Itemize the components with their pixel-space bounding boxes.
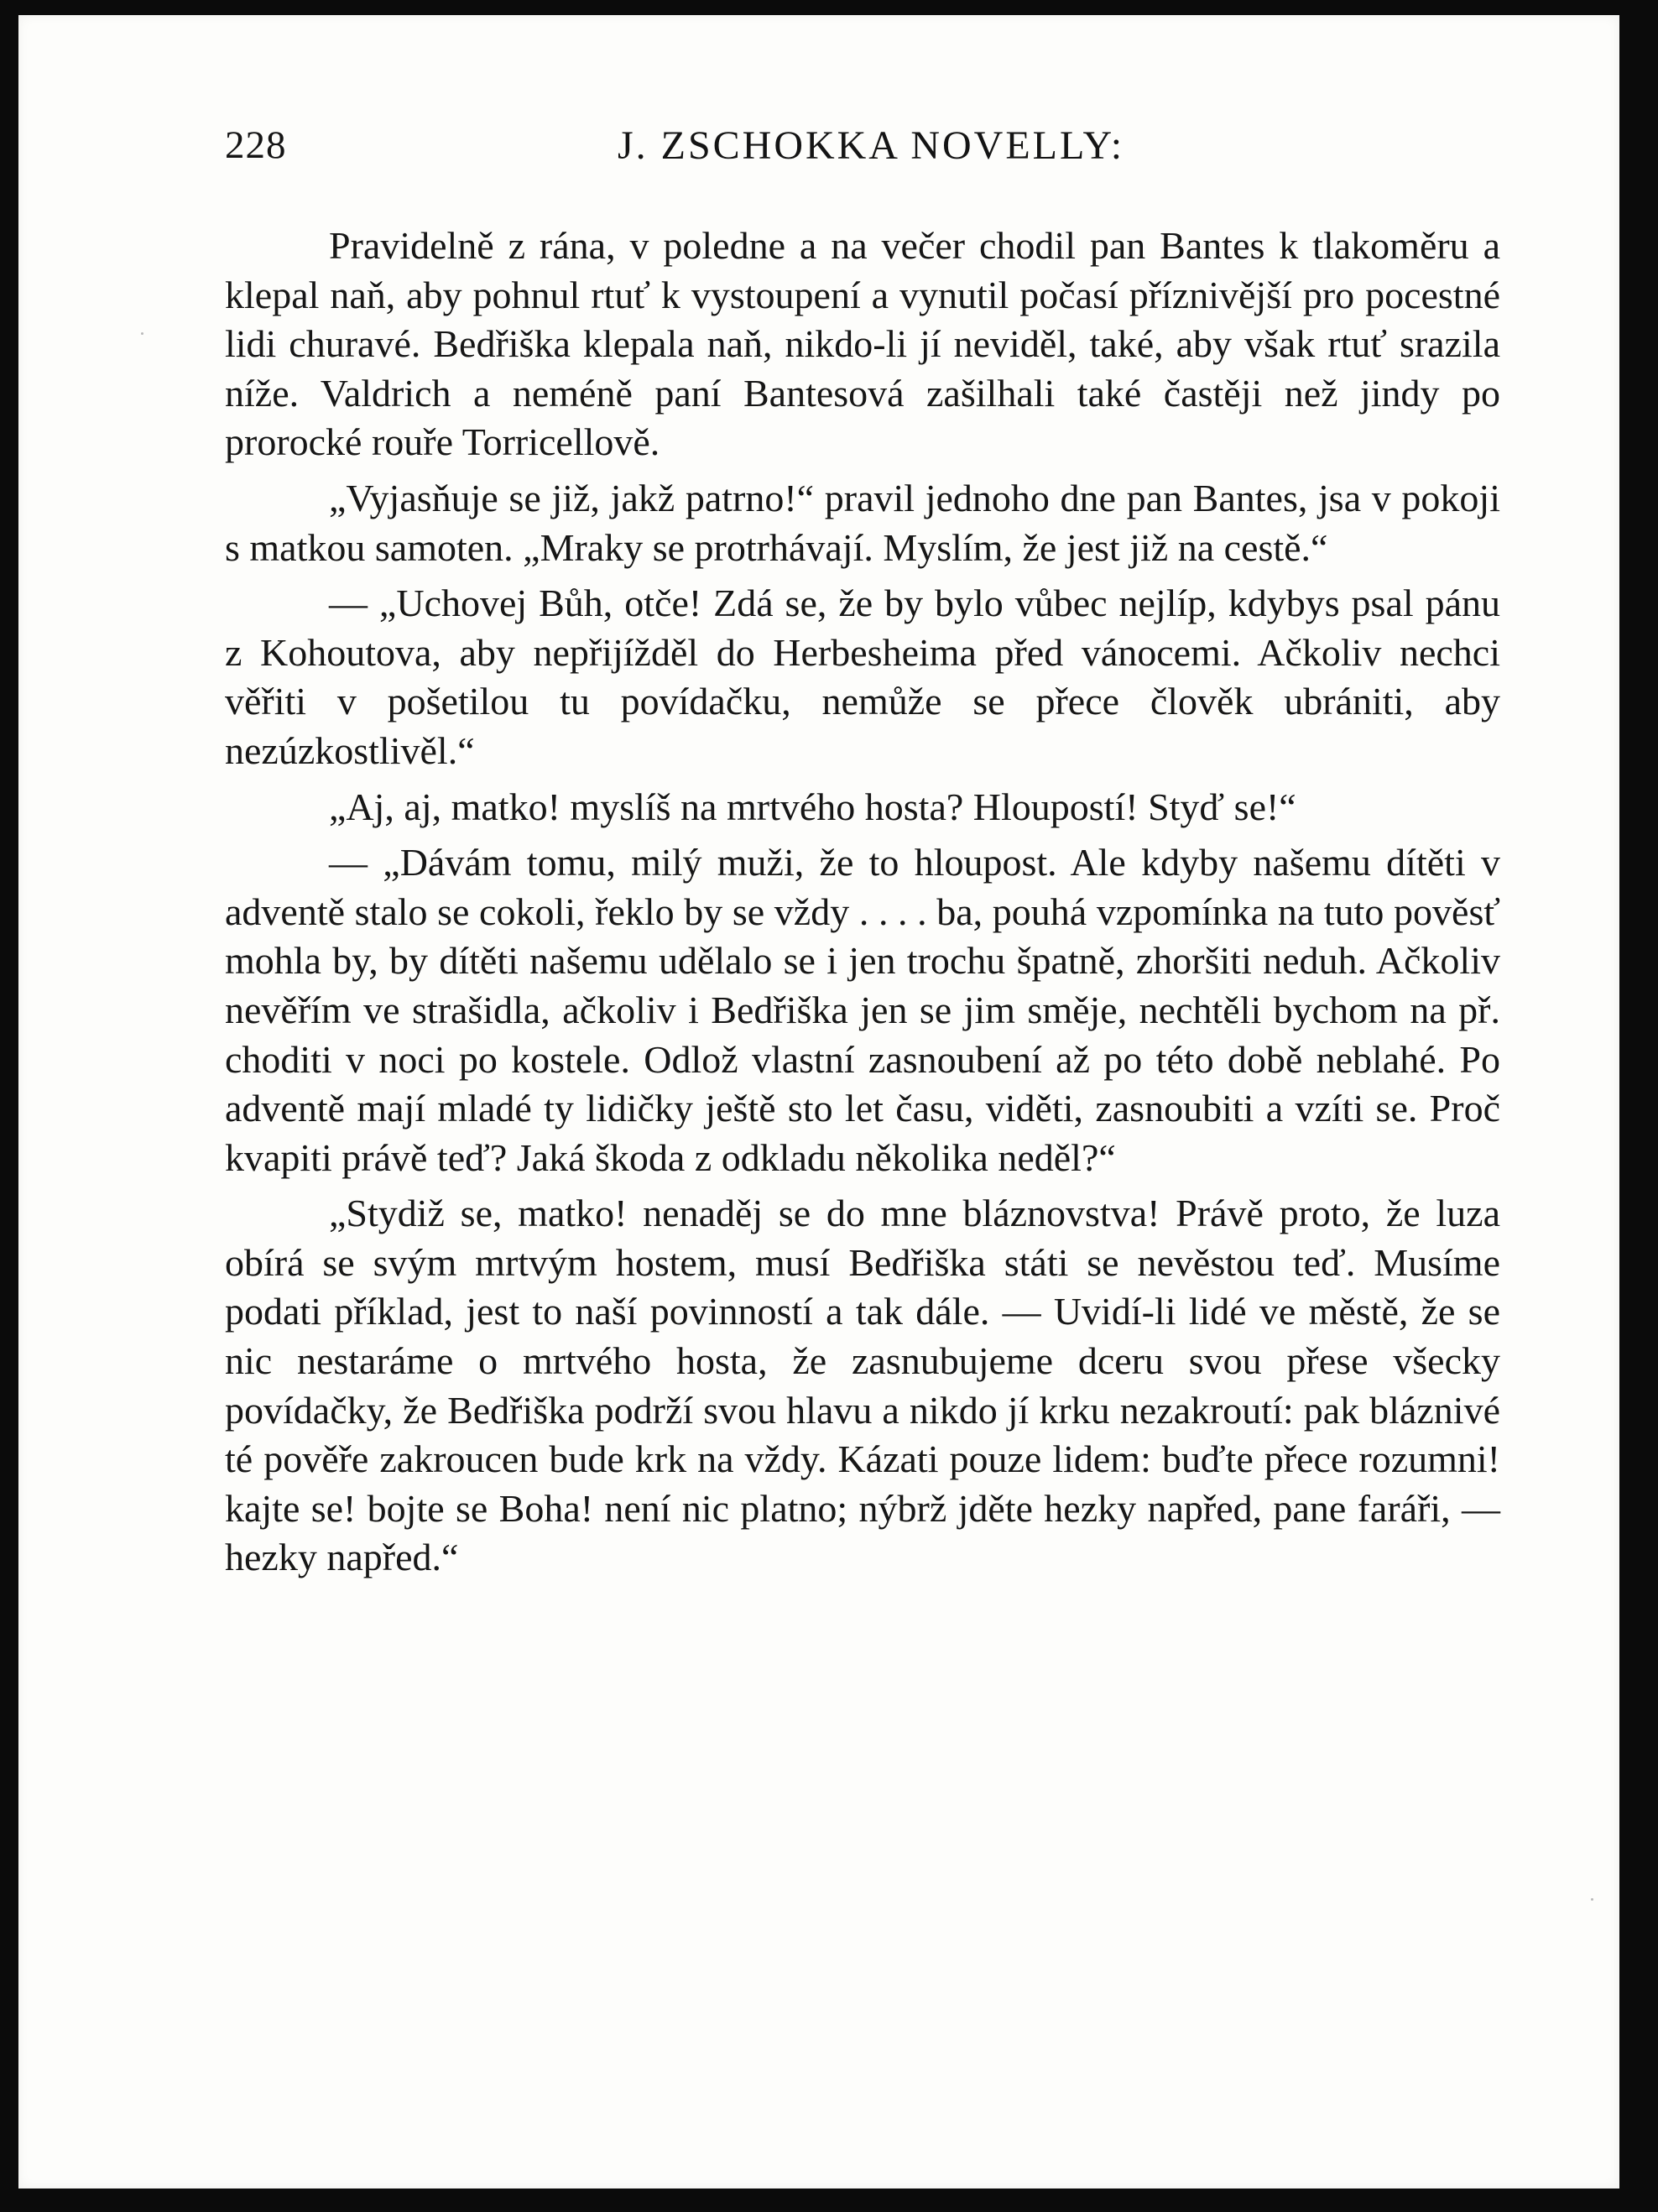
scan-border-top	[0, 0, 1658, 15]
scan-border-bottom	[0, 2189, 1658, 2212]
running-title: J. ZSCHOKKA NOVELLY:	[617, 123, 1125, 168]
paragraph-6: „Stydiž se, matko! nenaděj se do mne bláznovstva! Právě proto, že luza obírá se svým mrtvým hostem, musí Bedřiška státi se nevěstou teď. Musíme podati příklad, jest to naší povinností a tak dále. — Uvidí-li lidé ve městě, že se nic nestaráme o mrtvého hosta, že zasnubujeme dceru svou přese všecky povídačky, že Bedřiška podrží svou hlavu a nikdo jí krku nezakroutí: pak bláznivé té pověře zakroucen bude krk na vždy. Kázati pouze lidem: buďte přece rozumni! kajte se! bojte se Boha! není nic platno; nýbrž jděte hezky napřed, pane faráři, — hezky napřed.“	[225, 1192, 1500, 1579]
scan-border-right	[1619, 0, 1658, 2212]
paragraph-4: „Aj, aj, matko! myslíš na mrtvého hosta? Hloupostí! Styď se!“	[329, 785, 1296, 828]
page-number: 228	[225, 123, 287, 167]
paper-speck	[1591, 1898, 1593, 1901]
paper-speck	[141, 332, 143, 335]
paragraph-2: „Vyjasňuje se již, jakž patrno!“ pravil jednoho dne pan Bantes, jsa v pokoji s matkou samoten. „Mraky se protrhávají. Myslím, že jest již na cestě.“	[225, 476, 1500, 569]
paragraph-1: Pravidelně z rána, v poledne a na večer chodil pan Bantes k tlakoměru a klepal naň, aby pohnul rtuť k vystoupení a vynutil počasí příznivější pro pocestné lidi churavé. Bedřiška klepala naň, nikdo-li jí neviděl, také, aby však rtuť srazila níže. Valdrich a neméně paní Bantesová zašilhali také častěji než jindy po prorocké rouře Torricellově.	[225, 224, 1500, 464]
scan-border-left	[0, 0, 18, 2212]
paragraph-5: — „Dávám tomu, milý muži, že to hloupost. Ale kdyby našemu dítěti v adventě stalo se cokoli, řeklo by se vždy . . . . ba, pouhá vzpomínka na tuto pověsť mohla by, by dítěti našemu udělalo se i jen trochu špatně, zhoršiti neduh. Ačkoliv nevěřím ve strašidla, ačkoliv i Bedřiška jen se jim směje, nechtěli bychom na př. choditi v noci po kostele. Odlož vlastní zasnoubení až po této době neblahé. Po adventě mají mladé ty lidičky ještě sto let času, viděti, zasnoubiti a vzíti se. Proč kvapiti právě teď? Jaká škoda z odkladu několika neděl?“	[225, 841, 1500, 1179]
paragraph-3: — „Uchovej Bůh, otče! Zdá se, že by bylo vůbec nejlíp, kdybys psal pánu z Kohoutova, aby nepřijížděl do Herbesheima před vánocemi. Ačkoliv nechci věřiti v pošetilou tu povídačku, nemůže se přece člověk ubrániti, aby nezúzkostlivěl.“	[225, 582, 1500, 772]
page-header	[208, 102, 1500, 186]
body-text	[225, 222, 1500, 1583]
